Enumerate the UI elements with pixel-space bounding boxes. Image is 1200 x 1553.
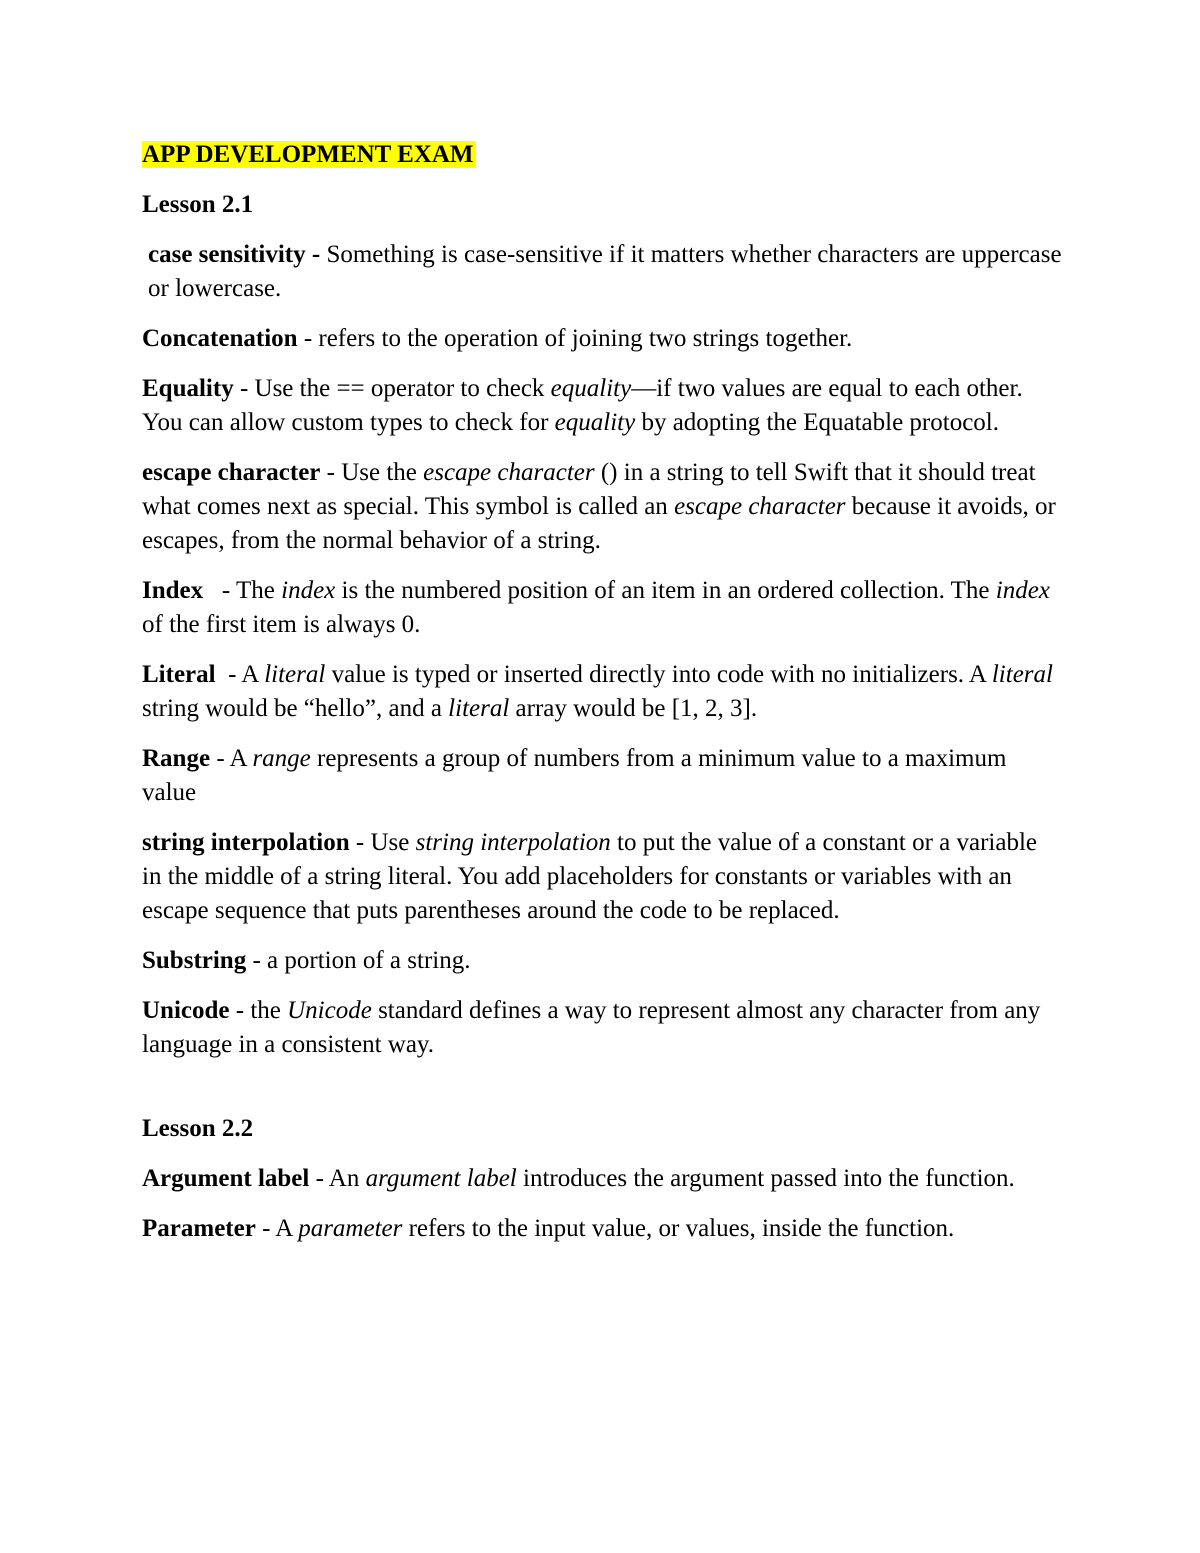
definition-text: because it avoids, or escapes, from the normal behavior of a string. <box>142 493 1056 554</box>
definition-range <box>142 742 1062 810</box>
term: Equality <box>142 375 234 402</box>
lesson-heading: Lesson 2.2 <box>142 1115 254 1142</box>
definition-text: of the first item is always 0. <box>142 577 1057 638</box>
definition-text: - Use the == operator to check <box>233 375 551 402</box>
definition-escape-character <box>142 456 1062 558</box>
definition-text: Something is case-sensitive if it matters whether characters are uppercase or lowercase. <box>148 241 1062 302</box>
definition-substring <box>142 944 1062 978</box>
definition-text: - the <box>229 997 288 1024</box>
italic-term: string interpolation <box>415 829 611 856</box>
italic-term: literal <box>264 661 326 688</box>
definition-text: to put the value of a constant or a variable in the middle of a string literal. You add placeholders for constants or variables with an escape sequence that puts parentheses around the code to be replaced. <box>142 829 1038 924</box>
definition-parameter <box>142 1212 1062 1246</box>
definition-text: () in a string to tell Swift that it should treat what comes next as special. This symbol is called an <box>142 459 1036 520</box>
definition-text: —if two values are equal to each other. You can allow custom types to check for <box>142 375 1023 436</box>
definition-text: - a portion of a string. <box>246 947 471 974</box>
term: Range <box>142 745 211 772</box>
definition-text: - A <box>210 745 253 772</box>
definition-text: array would be [1, 2, 3]. <box>509 695 758 722</box>
italic-term: escape character <box>674 493 846 520</box>
definition-text: - refers to the operation of joining two strings together. <box>297 325 853 352</box>
term: Substring <box>142 947 247 974</box>
document-content <box>142 138 1062 1262</box>
italic-term: argument label <box>365 1165 517 1192</box>
italic-term: index <box>995 577 1050 604</box>
document-title <box>142 138 1062 172</box>
italic-term: literal <box>991 661 1053 688</box>
term: case sensitivity - <box>148 241 321 268</box>
term: Argument label <box>142 1165 310 1192</box>
italic-term: literal <box>448 695 510 722</box>
definition-text: - A <box>215 661 265 688</box>
italic-term: equality <box>554 409 636 436</box>
term: Literal <box>142 661 216 688</box>
definition-text: introduces the argument passed into the function. <box>516 1165 1015 1192</box>
definition-text: represents a group of numbers from a minimum value to a maximum value <box>142 745 1007 806</box>
term: Concatenation <box>142 325 298 352</box>
definition-text: - Use <box>349 829 416 856</box>
definition-text: - Use the <box>320 459 424 486</box>
definition-argument-label <box>142 1162 1062 1196</box>
term: escape character <box>142 459 321 486</box>
term: Unicode <box>142 997 230 1024</box>
italic-term: Unicode <box>287 997 372 1024</box>
italic-term: index <box>281 577 336 604</box>
definition-text: is the numbered position of an item in an ordered collection. The <box>335 577 996 604</box>
definition-case-sensitivity <box>142 238 1062 306</box>
definition-concatenation <box>142 322 1062 356</box>
definition-unicode <box>142 994 1062 1062</box>
italic-term: range <box>252 745 311 772</box>
lesson-heading: Lesson 2.1 <box>142 191 254 218</box>
definition-literal <box>142 658 1062 726</box>
definition-text: refers to the input value, or values, inside the function. <box>402 1215 955 1242</box>
definition-text: - The <box>203 577 282 604</box>
italic-term: escape character <box>423 459 595 486</box>
definition-index <box>142 574 1062 642</box>
definition-text: standard defines a way to represent almost any character from any language in a consistent way. <box>142 997 1041 1058</box>
definition-text: string would be “hello”, and a <box>142 661 1060 722</box>
definition-text: by adopting the Equatable protocol. <box>635 409 999 436</box>
italic-term: equality <box>550 375 632 402</box>
definition-equality <box>142 372 1062 440</box>
definition-string-interpolation <box>142 826 1062 928</box>
term: Parameter <box>142 1215 256 1242</box>
definition-text: - An <box>309 1165 366 1192</box>
term: Index <box>142 577 204 604</box>
definition-text: - A <box>255 1215 299 1242</box>
term: string interpolation <box>142 829 350 856</box>
italic-term: parameter <box>298 1215 403 1242</box>
definition-text: value is typed or inserted directly into code with no initializers. A <box>325 661 992 688</box>
title-highlight: APP DEVELOPMENT EXAM <box>142 141 474 168</box>
